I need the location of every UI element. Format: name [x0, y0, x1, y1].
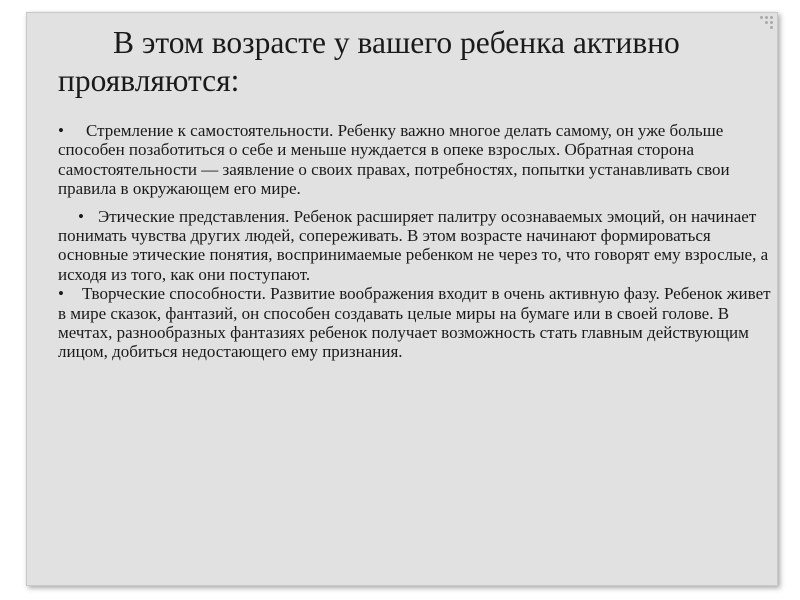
bullet-list — [58, 121, 772, 362]
list-item-ethics — [58, 207, 772, 285]
list-item-independence — [58, 121, 772, 199]
bullet-marker: • — [58, 284, 64, 304]
slide-title: В этом возрасте у вашего ребенка активно проявляются: — [58, 25, 680, 98]
list-item-text: Творческие способности. Развитие воображения входит в очень активную фазу. Ребенок живет в мире сказок, фантазий, он способен создавать целые миры на бумаге или в своей голове. В мечтах, разнообразных фантазиях ребенок получает возможность стать главным действующим лицом, добиться недостающего ему признания. — [58, 284, 771, 362]
list-item-creativity — [58, 284, 772, 362]
bullet-marker: • — [78, 206, 84, 226]
list-item-text: Этические представления. Ребенок расширяет палитру осознаваемых эмоций, он начинает понимать чувства других людей, сопереживать. В этом возрасте начинают формироваться основные этические понятия, воспринимаемые ребенком не через то, что говорят ему взрослые, а исходя из того, как они поступают. — [58, 206, 769, 284]
bullet-marker: • — [58, 121, 64, 140]
list-item-text: Стремление к самостоятельности. Ребенку важно многое делать самому, он уже больше способен позаботиться о себе и меньше нуждается в опеке взрослых. Обратная сторона самостоятельности — заявление о своих правах, потребностях, попытки устанавливать свои правила в окружающем его мире. — [58, 121, 730, 199]
corner-dots-decoration — [760, 16, 773, 29]
